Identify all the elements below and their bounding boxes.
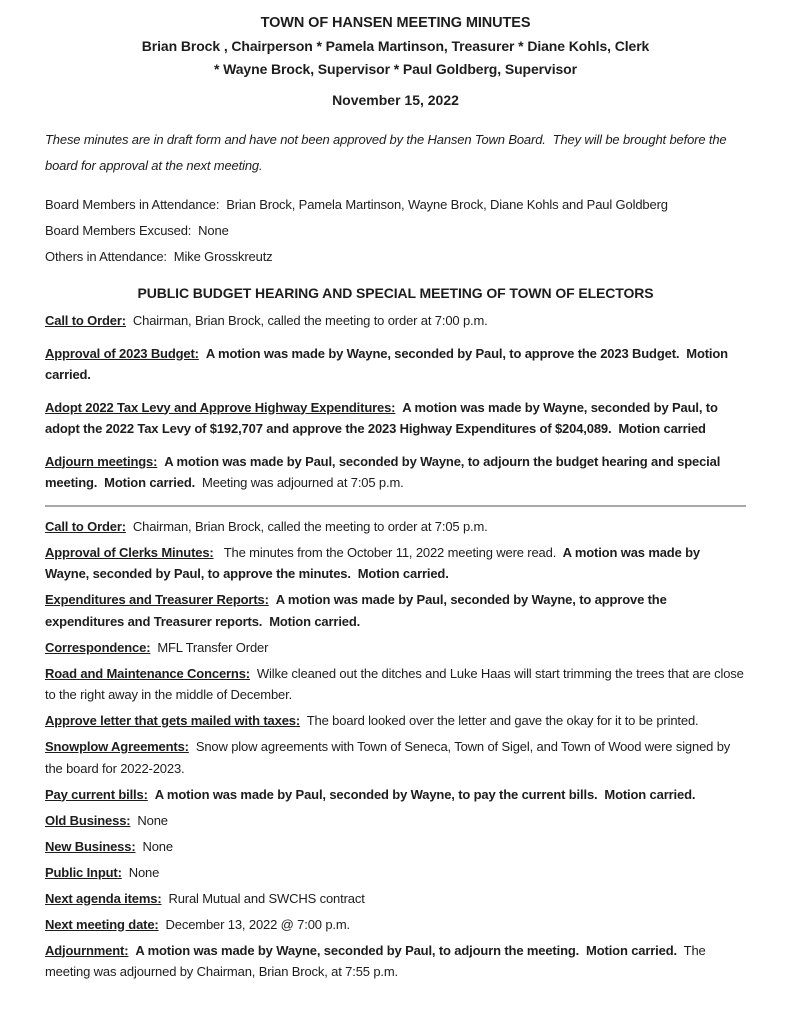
minutes-item <box>45 310 746 332</box>
item-text: A motion was made by Wayne, seconded by Paul, to adjourn the meeting. Motion carried. <box>135 942 677 958</box>
item-label: Adopt 2022 Tax Levy and Approve Highway Expenditures: <box>45 399 396 415</box>
minutes-item <box>45 836 746 858</box>
officers-list <box>45 35 746 81</box>
item-text: The meeting was adjourned by Chairman, Brian Brock, at 7:55 p.m. <box>45 942 710 979</box>
section-divider <box>45 505 746 507</box>
item-label: Snowplow Agreements: <box>45 739 189 754</box>
item-text: A motion was made by Paul, seconded by Wayne, to pay the current bills. Motion carried. <box>154 786 696 802</box>
minutes-item <box>45 940 746 983</box>
item-text: A motion was made by Wayne, seconded by Paul, to approve the 2023 Budget. Motion carried. <box>45 345 732 382</box>
minutes-item <box>45 810 746 832</box>
item-label: Adjournment: <box>45 942 129 958</box>
item-text: Snow plow agreements with Town of Seneca, Town of Sigel, and Town of Wood were signed by the board for 2022-2023. <box>45 739 734 776</box>
item-label: Approve letter that gets mailed with taxes: <box>45 713 301 728</box>
item-text: None <box>142 838 173 854</box>
officers-line-1: Brian Brock , Chairperson * Pamela Martinson, Treasurer * Diane Kohls, Clerk <box>141 38 650 54</box>
minutes-item <box>45 343 746 386</box>
item-label: Correspondence: <box>45 639 151 655</box>
item-text: None <box>128 864 160 880</box>
item-text: Wilke cleaned out the ditches and Luke Haas will start trimming the trees that are close to the right away in the middle of December. <box>45 665 748 702</box>
attendance-members: Board Members in Attendance: Brian Brock, Pamela Martinson, Wayne Brock, Diane Kohls and Paul Goldberg <box>45 197 668 212</box>
item-label: Old Business: <box>45 812 131 828</box>
minutes-item <box>45 516 746 538</box>
item-text: A motion was made by Paul, seconded by Wayne, to adjourn the budget hearing and special meeting. Motion carried. <box>45 453 724 490</box>
minutes-item <box>45 862 746 884</box>
item-label: Adjourn meetings: <box>45 453 158 469</box>
item-text: The board looked over the letter and gave the okay for it to be printed. <box>306 713 699 728</box>
minutes-item <box>45 736 746 779</box>
item-text: December 13, 2022 @ 7:00 p.m. <box>165 916 350 932</box>
attendance-block <box>45 192 746 270</box>
item-label: Public Input: <box>45 864 122 880</box>
minutes-item <box>45 451 746 494</box>
special-meeting-items <box>45 310 746 494</box>
document-title: TOWN OF HANSEN MEETING MINUTES <box>260 15 531 31</box>
item-text: Rural Mutual and SWCHS contract <box>168 890 365 906</box>
minutes-item <box>45 914 746 936</box>
item-text: A motion was made by Wayne, seconded by Paul, to adopt the 2022 Tax Levy of $192,707 and approve the 2023 Highway Expenditures of $204,089. Motion carried <box>45 399 722 436</box>
item-label: Pay current bills: <box>45 786 148 802</box>
minutes-item <box>45 397 746 440</box>
item-text: None <box>137 812 168 828</box>
special-meeting-heading: PUBLIC BUDGET HEARING AND SPECIAL MEETING OF TOWN OF ELECTORS <box>137 285 654 301</box>
minutes-item <box>45 784 746 806</box>
item-label: Road and Maintenance Concerns: <box>45 665 250 681</box>
minutes-item <box>45 663 746 706</box>
item-text: The minutes from the October 11, 2022 meeting were read. <box>220 544 557 560</box>
item-label: Expenditures and Treasurer Reports: <box>45 592 269 607</box>
item-text: A motion was made by Paul, seconded by Wayne, to approve the expenditures and Treasurer reports. Motion carried. <box>45 592 671 629</box>
draft-notice: These minutes are in draft form and have not been approved by the Hansen Town Board. They will be brought before the board for approval at the next meeting. <box>45 132 730 173</box>
minutes-item <box>45 637 746 659</box>
minutes-item <box>45 542 746 585</box>
regular-meeting-items <box>45 516 746 983</box>
minutes-item <box>45 710 746 732</box>
officers-line-2: * Wayne Brock, Supervisor * Paul Goldberg, Supervisor <box>214 61 577 77</box>
attendance-others: Others in Attendance: Mike Grosskreutz <box>45 249 273 264</box>
item-label: Next agenda items: <box>45 890 162 906</box>
item-label: Call to Order: <box>45 518 126 534</box>
item-text: MFL Transfer Order <box>157 639 269 655</box>
item-label: Call to Order: <box>45 313 126 328</box>
minutes-item <box>45 888 746 910</box>
item-label: Approval of Clerks Minutes: <box>45 544 214 560</box>
item-text: A motion was made by Wayne, seconded by Paul, to approve the minutes. Motion carried. <box>45 544 704 581</box>
attendance-excused: Board Members Excused: None <box>45 223 229 238</box>
meeting-date: November 15, 2022 <box>332 92 459 108</box>
item-text: Chairman, Brian Brock, called the meeting to order at 7:05 p.m. <box>132 518 488 534</box>
item-label: Next meeting date: <box>45 916 159 932</box>
item-label: New Business: <box>45 838 136 854</box>
item-text: Chairman, Brian Brock, called the meeting to order at 7:00 p.m. <box>132 313 488 328</box>
minutes-item <box>45 589 746 632</box>
item-text: Meeting was adjourned at 7:05 p.m. <box>195 475 404 490</box>
item-label: Approval of 2023 Budget: <box>45 345 199 361</box>
